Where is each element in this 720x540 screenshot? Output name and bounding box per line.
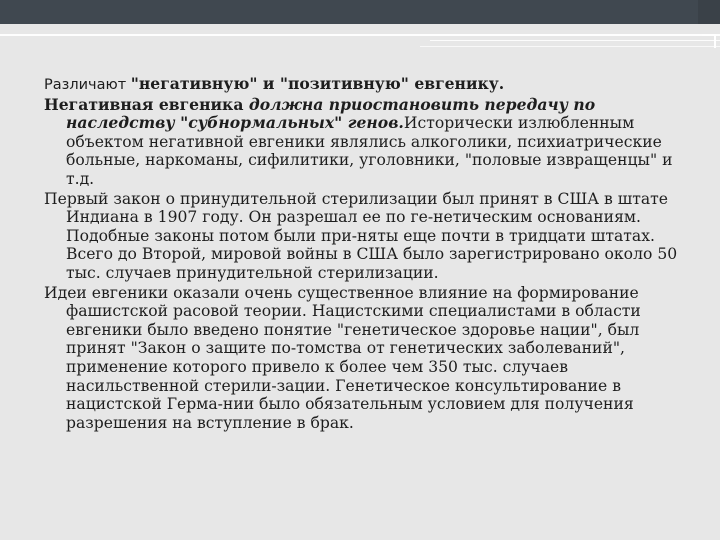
slide-body — [44, 75, 694, 433]
p1-bold-italic: должна приостановить передачу по наследству "субнормальных" генов. — [66, 94, 596, 133]
corner-decoration — [702, 34, 716, 48]
p1-bold: Негативная евгеника — [44, 94, 249, 114]
header-bar — [0, 0, 720, 24]
decorative-line — [430, 40, 720, 41]
decorative-line — [420, 46, 720, 47]
paragraph-intro — [44, 75, 694, 95]
paragraph-negative-eugenics — [44, 96, 694, 189]
decorative-line — [0, 34, 720, 36]
p1-rest: Исторически излюбленным объектом негативной евгеники являлись алкоголики, психиатрические больные, наркоманы, сифилитики, уголовники, "половые извращенцы" и т.д. — [66, 114, 673, 188]
intro-bold: "негативную" и "позитивную" евгенику. — [130, 74, 505, 93]
paragraph-nazi-influence: Идеи евгеники оказали очень существенное влияние на формирование фашистской расовой теории. Нацистскими специалистами в области евгеники было введено понятие "генетическое здоровье нации", был принят "Закон о защите по-томства от генетических заболеваний", применение которого привело к более чем 350 тыс. случаев насильственной стерили-зации. Генетическое консультирование в нацистской Герма-нии было обязательным условием для получения разрешения на вступление в брак. — [44, 283, 641, 432]
paragraph-usa-sterilization: Первый закон о принудительной стерилизации был принят в США в штате Индиана в 1907 году. Он разрешал ее по ге-нетическим основаниям. Подобные законы потом были при-няты еще почти в тридцати штатах. Всего до Второй, мировой войны в США было зарегистрировано около 50 тыс. случаев принудительной стерилизации. — [44, 189, 678, 282]
intro-lead: Различают — [44, 77, 131, 93]
header-bar-corner — [698, 0, 720, 24]
